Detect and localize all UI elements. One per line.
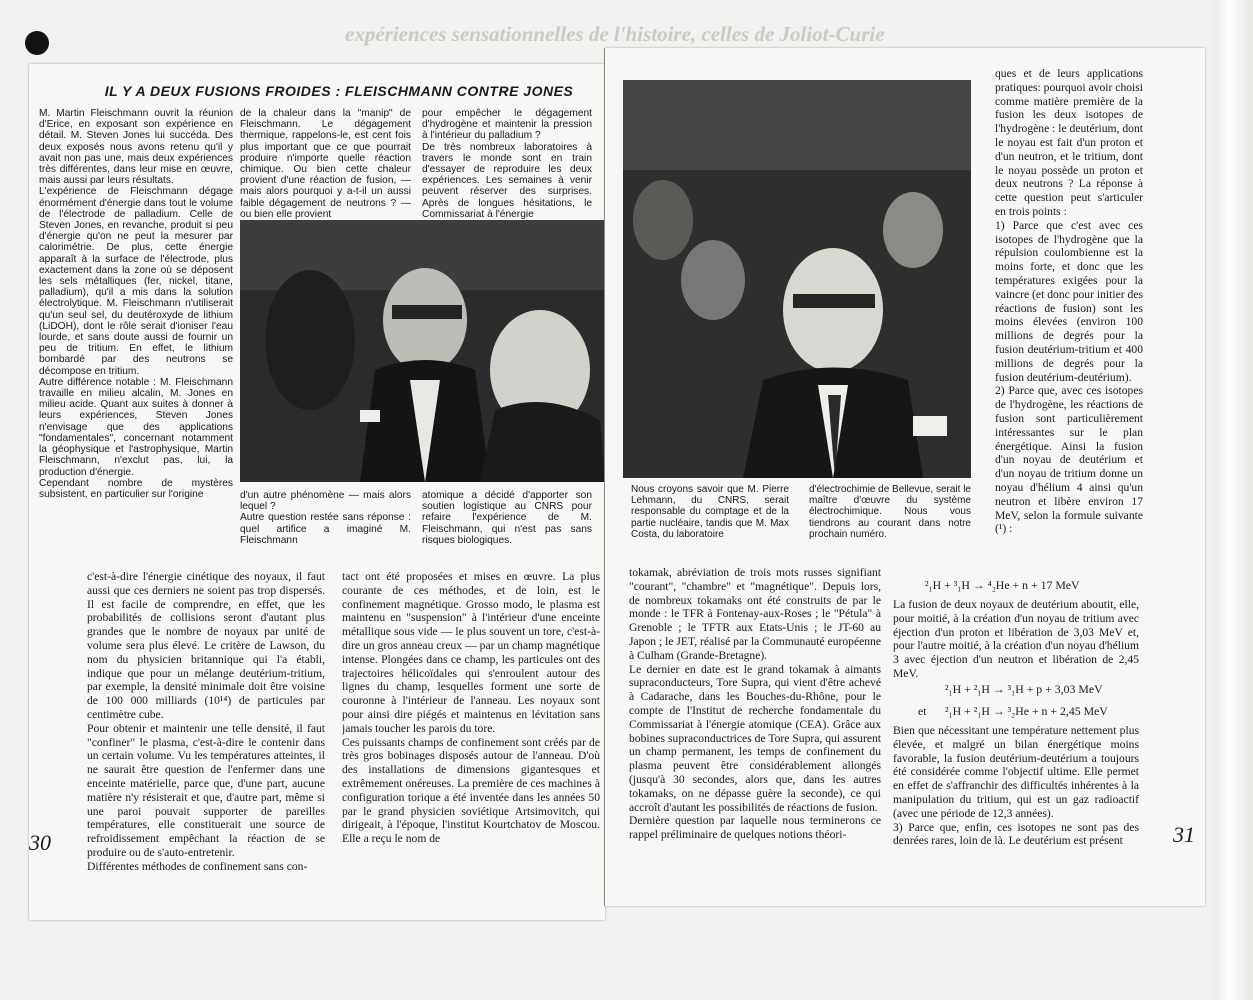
photo-caption-col-1: Nous croyons savoir que M. Pierre Lehmann, du CNRS, serait responsable du comptage et de la partie nucléaire, tandis que M. Max Costa, du laboratoire: [631, 484, 789, 540]
fusion-formula-dt: ²₁H + ³₁H → ⁴₂He + n + 17 MeV: [925, 578, 1080, 592]
body-column-2-a: La fusion de deux noyaux de deutérium aboutit, elle, pour moitié, à la création d'un noyau de tritium avec éjection d'un proton et libération de 3,03 MeV et, pour l'autre moitié, à la création d'un noyau d'hélium 3 avec éjection d'un neutron et libération de 2,45 MeV.: [893, 598, 1139, 680]
page-number-right: 31: [1173, 822, 1195, 847]
paper-edge: [1213, 0, 1253, 1000]
body-column-1: c'est-à-dire l'énergie cinétique des noyaux, il faut aussi que ces derniers ne soient pas trop dispersés. Il est facile de comprendre, en effet, que les probabilités de collisions seront d'autant plus grandes que le nombre de noyaux par unité de volume sera plus élevé. Le critère de Lawson, du nom du physicien britannique qui l'a établi, indique que pour un mélange deutérium-tritium, par exemple, la densité minimale doit être voisine de 100 000 milliards (10¹⁴) de particules par centimètre cube. Pour obtenir et maintenir une telle densité, il faut "confiner" le plasma, c'est-à-dire le contenir dans un certain volume. Vu les températures atteintes, il ne saurait être question de l'enfermer dans une enceinte matérielle, parce que, d'une part, aucune matière n'y résisterait et que, d'autre part, même si une paroi pouvait supporter de pareilles températures, elle constituerait une source de refroidissement empêchant la réaction de se produire ou de s'auto-entretenir. Différentes méthodes de confinement sans con-: [87, 570, 325, 873]
bleed-through-header: expériences sensationnelles de l'histoire, celles de Joliot-Curie: [345, 22, 885, 46]
photo-researchers: [623, 80, 971, 478]
sidebar-column-3-bottom: atomique a décidé d'apporter son soutien logistique au CNRS pour refaire l'expérience de M. Fleischmann, qui n'est pas sans risques biologiques.: [422, 490, 592, 546]
fusion-formula-dd-1: ²₁H + ²₁H → ³₁H + p + 3,03 MeV: [945, 682, 1103, 696]
sidebar-column-1: M. Martin Fleischmann ouvrit la réunion d'Erice, en exposant son expérience en détail. M. Steven Jones lui succéda. Des deux exposés nous avons retenu qu'il y avait non pas une, mais deux expériences très différentes, dans leur mise en œuvre, mais aussi par leurs résultats. L'expérience de Fleischmann dégage énormément d'énergie dans tout le volume de l'électrode de palladium. Celle de Steven Jones, en revanche, produit si peu d'énergie qu'on ne peut la mesurer par calorimétrie. De plus, cette énergie apparaît à la surface de l'électrode, plus exactement dans la zone où se déposent les sels métalliques (fer, nickel, titane, palladium), qu'il a mis dans la solution électrolytique. M. Fleischmann n'utiliserait qu'un seul sel, du deutéroxyde de lithium (LiDOH), dont le rôle serait d'ioniser l'eau lourde, et sans doute aussi de fournir un peu de tritium. En effet, le lithium bombardé par des neutrons se décompose en tritium. Autre différence notable : M. Fleischmann travaille en milieu alcalin, M. Jones en milieu acide. Quant aux suites à donner à leurs expériences, Steven Jones n'envisage que des applications "fondamentales", concernant notamment la géophysique et l'astrophysique, Martin Fleischmann, n'exclut pas, lui, la production d'énergie. Cependant nombre de mystères subsistent, en particulier sur l'origine: [39, 108, 233, 500]
sidebar-headline: IL Y A DEUX FUSIONS FROIDES : FLEISCHMANN CONTRE JONES: [104, 83, 574, 99]
punch-hole: [25, 31, 49, 55]
sidebar-column-2-bottom: d'un autre phénomène — mais alors lequel ? Autre question restée sans réponse : quel artifice a imaginé M. Fleischmann: [240, 490, 411, 546]
left-page: [29, 64, 605, 920]
photo-fleischmann-jones: [240, 220, 605, 482]
photo-graphic: [623, 80, 971, 478]
photo-graphic: [240, 220, 605, 482]
fusion-formula-dd-2: ²₁H + ²₁H → ³₂He + n + 2,45 MeV: [945, 704, 1108, 718]
sidebar-column-2-top: de la chaleur dans la "manip" de Fleischmann. Le dégagement thermique, rappelons-le, est cent fois plus important que ce que pourrait produire n'importe quelle réaction chimique. Ou bien cette chaleur provient d'une réaction de fusion, — mais alors pourquoi y a-t-il un aussi faible dégagement de neutrons ? — ou bien elle provient: [240, 108, 411, 220]
formula-prefix: et: [918, 704, 927, 718]
sidebar-column-3-top: pour empêcher le dégagement d'hydrogène et maintenir la pression à l'intérieur du palladium ? De très nombreux laboratoires à travers le monde sont en train d'essayer de reproduire les deux expériences. Les semaines à venir peuvent réserver des surprises. Après de longues hésitations, le Commissariat à l'énergie: [422, 108, 592, 220]
photo-caption-col-2: d'électrochimie de Bellevue, serait le maître d'œuvre du système électrochimique. Nous vous tiendrons au courant dans notre prochain numéro.: [809, 484, 971, 540]
page-number-left: 30: [29, 830, 51, 855]
body-column-1: tokamak, abréviation de trois mots russes signifiant "courant", "chambre" et "magnétique". Depuis lors, de nombreux tokamaks ont été construits de par le monde : le TFR à Fontenay-aux-Roses ; le "Pétula" à Grenoble ; le TFTR aux Etats-Unis ; le JT-60 au Japon ; le JET, réalisé par la Communauté européenne à Culham (Grande-Bretagne). Le dernier en date est le grand tokamak à aimants supraconducteurs, Tore Supra, qui vient d'être achevé à Cadarache, dans les Bouches-du-Rhône, pour le compte de l'Institut de recherche fondamentale du Commissariat à l'énergie atomique (CEA). Grâce aux bobines supraconductrices de Tore Supra, qui assurent un champ permanent, les temps de confinement du plasma peuvent être considérablement allongés (jusqu'à 30 secondes, alors que, dans les autres tokamaks, on ne dépasse guère la seconde), ce qui accroît d'autant les possibilités de réactions de fusion. Dernière question par laquelle nous terminerons ce rappel préliminaire de quelques notions théori-: [629, 566, 881, 842]
right-page: [605, 48, 1205, 906]
side-column: ques et de leurs applications pratiques: pourquoi avoir choisi comme matière première de la fusion les deux isotopes de l'hydrogène : le deutérium, dont le noyau est fait d'un proton et d'un neutron, et le tritium, dont le noyau possède un proton et deux neutrons ? La réponse à cette question peut s'articuler en trois points : 1) Parce que c'est avec ces isotopes de l'hydrogène que la répulsion coulombienne est la moins forte, et donc que les températures exigées pour la vaincre (et donc pour initier des réactions de fusion) sont les moins élevées (environ 100 millions de degrés pour la fusion deutérium-tritium et 400 millions de degrés pour la fusion deutérium-deutérium). 2) Parce que, avec ces isotopes de l'hydrogène, les réactions de fusion sont particulièrement intéressantes sur le plan énergétique. Ainsi la fusion d'un noyau de deutérium et d'un noyau de tritium donne un noyau d'hélium 4 ainsi qu'un neutron et libère environ 17 MeV, selon la formule suivante (¹) :: [995, 67, 1143, 536]
body-column-2: tact ont été proposées et mises en œuvre. La plus courante de ces méthodes, et de loin, est le confinement magnétique. Grosso modo, le plasma est maintenu en "suspension" à l'intérieur d'une enceinte métallique sous vide — le plus souvent un tore, c'est-à-dire un gros anneau creux — par un champ magnétique intense. Plongées dans ce champ, les particules ont des trajectoires hélicoïdales qui s'enroulent autour des lignes du champ, lesquelles forment une sorte de couronne à l'intérieur de l'anneau. Les noyaux sont pour ainsi dire piégés et maintenus en lévitation sans jamais toucher les parois du tore. Ces puissants champs de confinement sont créés par de très gros bobinages disposés autour de l'anneau. D'où des installations de dimensions gigantesques et extrêmement onéreuses. La première de ces machines à configuration torique a été inventée dans les années 50 par le grand physicien soviétique Artsimovitch, qui dirigeait, à l'époque, l'institut Kourtchatov de Moscou. Elle a reçu le nom de: [342, 570, 600, 846]
body-column-2-b: Bien que nécessitant une température nettement plus élevée, et malgré un bilan énergétique moins favorable, la fusion deutérium-deutérium a toujours été considérée comme l'objectif ultime. Elle permet en effet de s'affranchir des difficultés inhérentes à la manipulation du tritium, qui est un gaz radioactif (avec une période de 12,3 années). 3) Parce que, enfin, ces isotopes ne sont pas des denrées rares, loin de là. Le deutérium est présent: [893, 724, 1139, 848]
